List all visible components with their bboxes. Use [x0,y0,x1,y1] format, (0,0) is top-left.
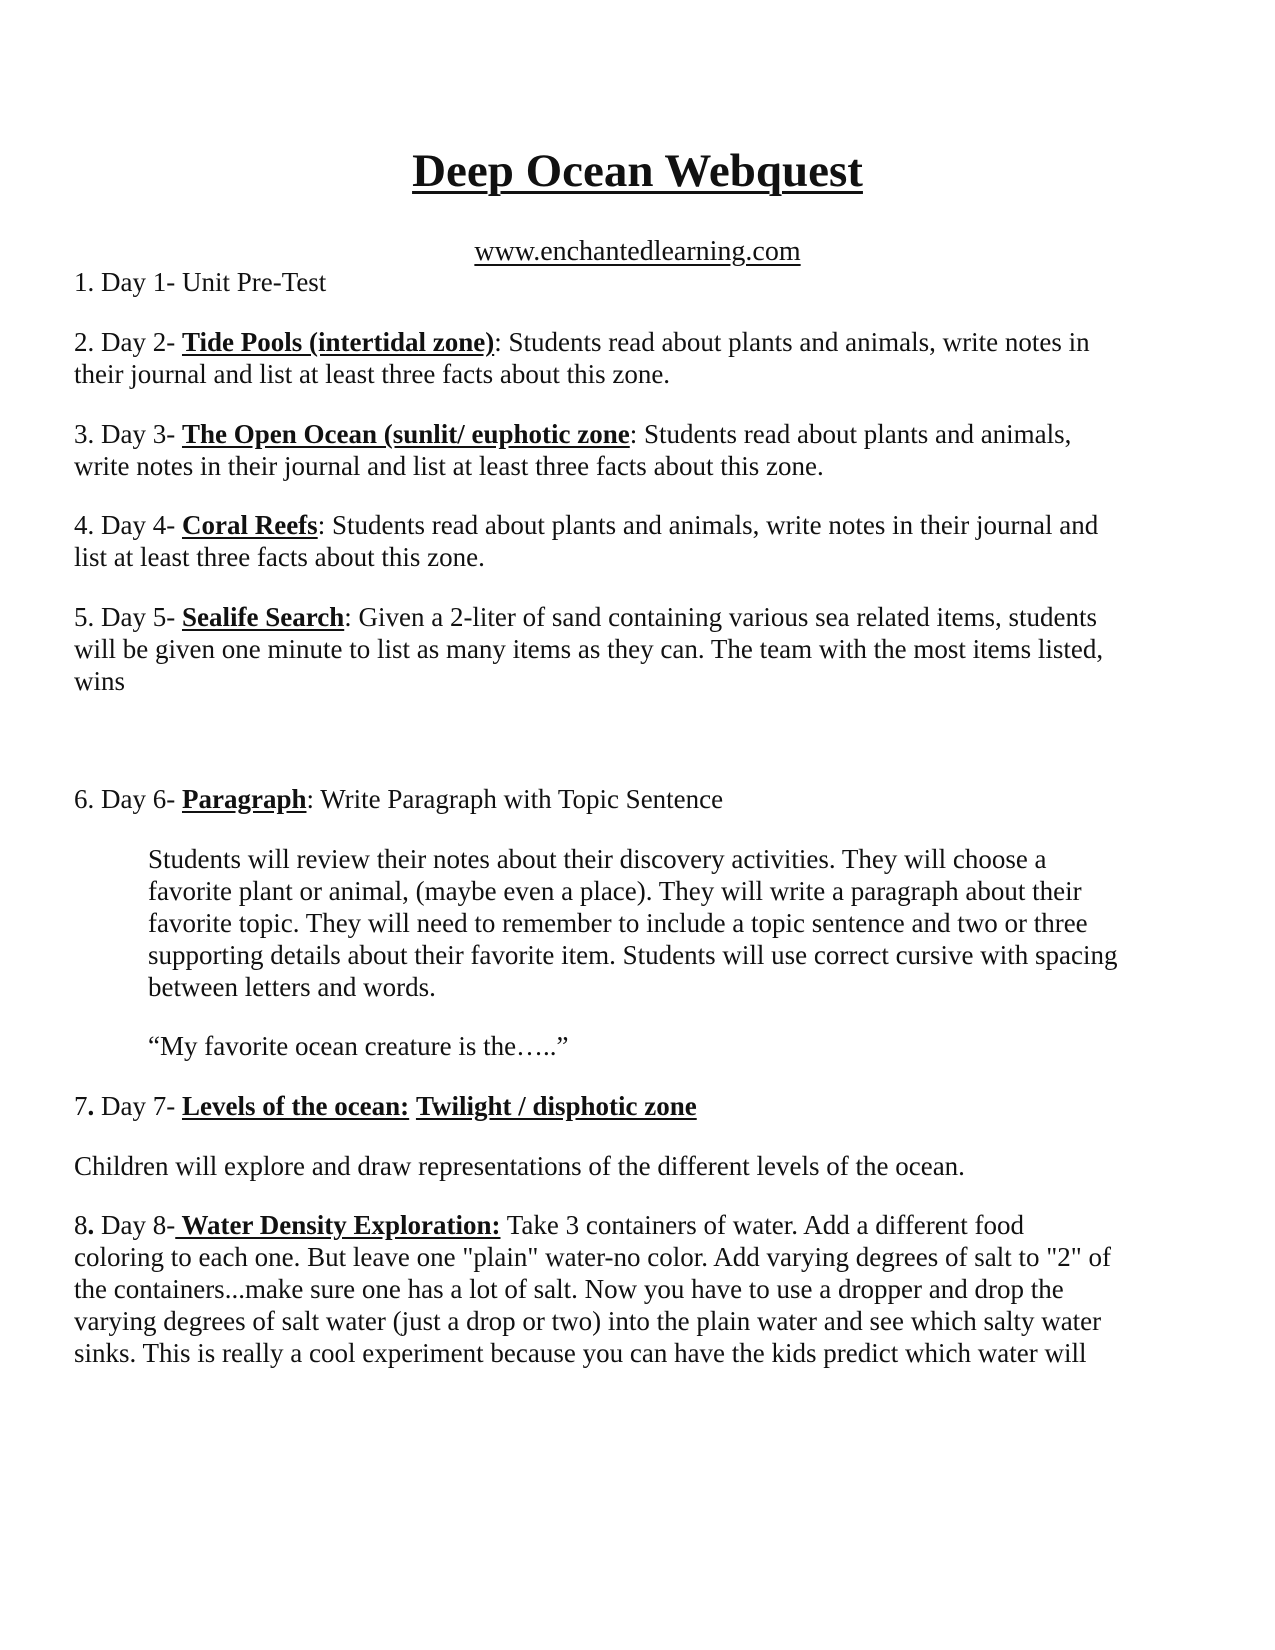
day6-topic: Paragraph [181,784,307,814]
day4-topic: Coral Reefs [181,510,318,540]
day8-body-line: varying degrees of salt water (just a drop or two) into the plain water and see which salty water [74,1306,1102,1336]
day1-item: 1. Day 1- Unit Pre-Test [74,267,327,297]
day6-body-line: favorite plant or animal, (maybe even a place). They will write a paragraph about their [148,876,1082,906]
day2-topic: Tide Pools (intertidal zone) [181,327,495,357]
day7-number: 7 [74,1091,88,1121]
day7-prefix: Day 7- [94,1091,182,1121]
day4-text: : Students read about plants and animals, write notes in their journal and [317,510,1099,540]
day5-text: : Given a 2-liter of sand containing various sea related items, students [344,602,1098,632]
day8-body-line: the containers...make sure one has a lot of salt. Now you have to use a dropper and drop the [74,1274,1064,1304]
day7-topic-b: Twilight / disphotic zone [415,1091,697,1121]
day5-item-line1 [74,601,1097,634]
day2-item-line1 [74,326,1090,359]
document-title: Deep Ocean Webquest [412,145,863,197]
website-url: www.enchantedlearning.com [474,236,801,267]
day6-body-line: Students will review their notes about their discovery activities. They will choose a [148,844,1047,874]
day8-text: Take 3 containers of water. Add a different food [500,1210,1024,1240]
day3-text: : Students read about plants and animals, [629,419,1072,449]
day5-prefix: 5. Day 5- [74,602,182,632]
day7-description: Children will explore and draw representations of the different levels of the ocean. [74,1151,965,1181]
day6-body-line: favorite topic. They will need to remember to include a topic sentence and two or three [148,908,1088,938]
day8-item-line1 [74,1209,1024,1242]
day5-item-line2: will be given one minute to list as many items as they can. The team with the most items listed, [74,634,1104,664]
day7-gap [409,1091,416,1121]
day3-item-line1 [74,418,1071,451]
day4-item-line2: list at least three facts about this zone. [74,542,485,572]
day7-dot: . [87,1091,95,1121]
day4-item-line1 [74,509,1098,542]
day6-quote: “My favorite ocean creature is the…..” [148,1031,569,1061]
day3-prefix: 3. Day 3- [74,419,182,449]
day6-text: : Write Paragraph with Topic Sentence [306,784,724,814]
day5-topic: Sealife Search [181,602,345,632]
day4-prefix: 4. Day 4- [74,510,182,540]
day8-dot: . [87,1210,95,1240]
day6-prefix: 6. Day 6- [74,784,182,814]
day7-item-heading [74,1090,697,1123]
day2-text: : Students read about plants and animals, write notes in [494,327,1090,357]
day2-prefix: 2. Day 2- [74,327,182,357]
day3-item-line2: write notes in their journal and list at least three facts about this zone. [74,451,824,481]
day6-body-line: supporting details about their favorite item. Students will use correct cursive with spacing [148,940,1118,970]
day8-number: 8 [74,1210,88,1240]
day8-body-line: coloring to each one. But leave one "plain" water-no color. Add varying degrees of salt to "2" of [74,1242,1111,1272]
day8-prefix: Day 8- [94,1210,176,1240]
day3-topic: The Open Ocean (sunlit/ euphotic zone [181,419,630,449]
day8-topic: Water Density Exploration: [175,1210,501,1240]
day2-item-line2: their journal and list at least three facts about this zone. [74,359,671,389]
day6-body-line: between letters and words. [148,972,436,1002]
day7-topic-a: Levels of the ocean: [181,1091,410,1121]
day5-item-line3: wins [74,666,126,696]
day8-body-line: sinks. This is really a cool experiment because you can have the kids predict which water will [74,1338,1087,1368]
day6-item-line1 [74,783,723,816]
